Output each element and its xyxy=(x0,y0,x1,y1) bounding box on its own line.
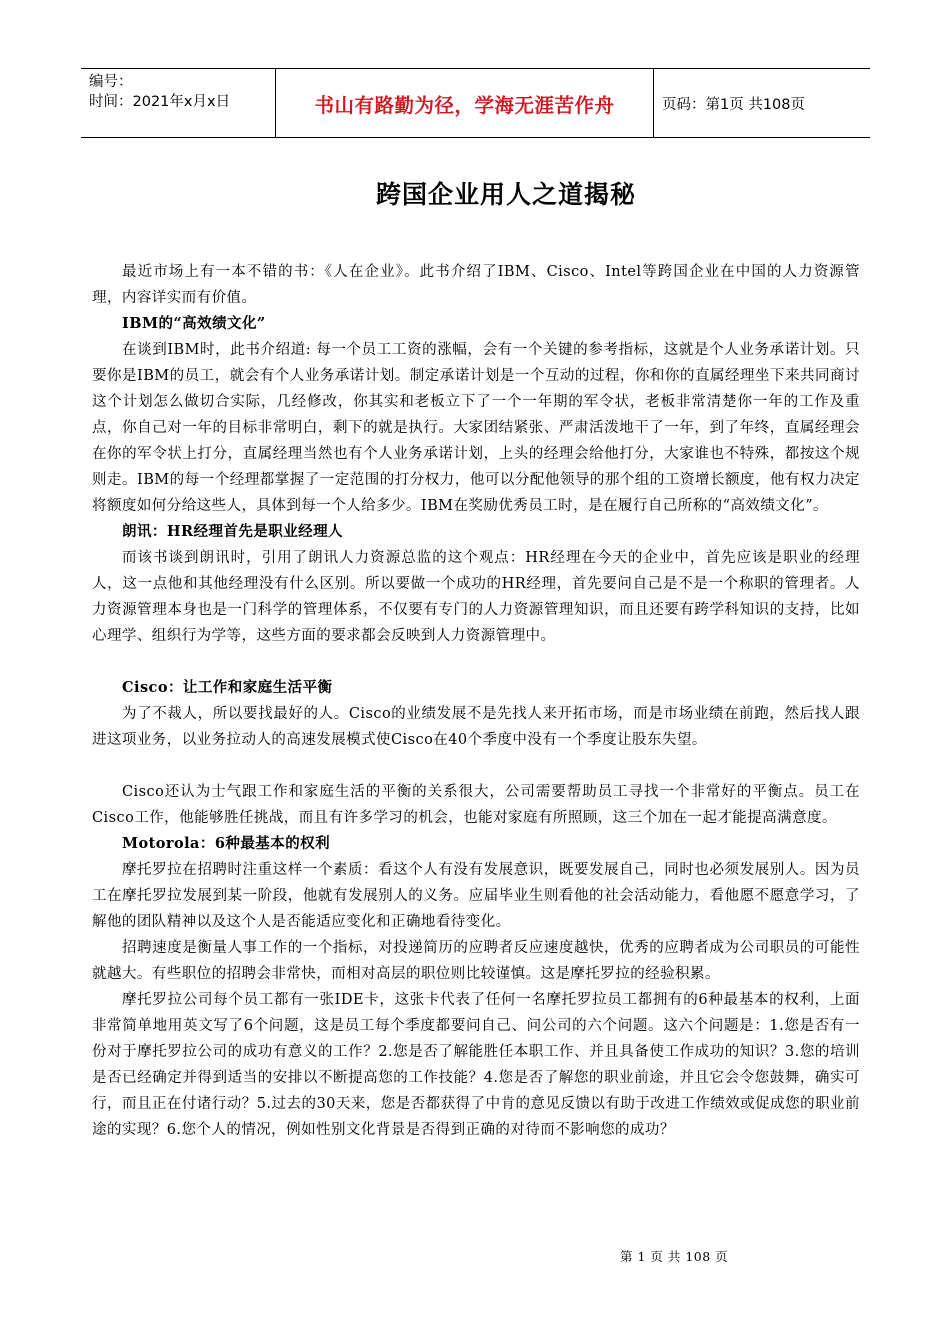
paragraph: Cisco还认为士气跟工作和家庭生活的平衡的关系很大，公司需要帮助员工寻找一个非常好的平衡点。员工在Cisco工作，他能够胜任挑战，而且有许多学习的机会，也能对家庭有所照顾，这三个加在一起才能提高满意度。 xyxy=(92,784,860,826)
paragraph: 而该书谈到朗讯时，引用了朗讯人力资源总监的这个观点：HR经理在今天的企业中，首先应该是职业的经理人，这一点他和其他经理没有什么区别。所以要做一个成功的HR经理，首先要问自己是不是一个称职的管理者。人力资源管理本身也是一门科学的管理体系，不仅要有专门的人力资源管理知识，而且还要有跨学科知识的支持，比如心理学、组织行为学等，这些方面的要求都会反映到人力资源管理中。 xyxy=(92,550,860,644)
document-number-label: 编号： xyxy=(89,74,133,90)
paragraph: 招聘速度是衡量人事工作的一个指标，对投递简历的应聘者反应速度越快，优秀的应聘者成为公司职员的可能性就越大。有些职位的招聘会非常快，而相对高层的职位则比较谨慎。这是摩托罗拉的经验积累。 xyxy=(92,940,860,982)
page-header xyxy=(81,68,870,138)
section-heading-lucent: 朗讯：HR经理首先是职业经理人 xyxy=(122,523,343,540)
header-page-info-cell xyxy=(654,69,870,137)
blank-line xyxy=(92,649,860,675)
paragraph: 在谈到IBM时，此书介绍道: 每一个员工工资的涨幅，会有一个关键的参考指标，这就是个人业务承诺计划。只要你是IBM的员工，就会有个人业务承诺计划。制定承诺计划是一个互动的过程，你和你的直属经理坐下来共同商讨这个计划怎么做切合实际，几经修改，你其实和老板立下了一个一年期的军令状，老板非常清楚你一年的工作及重点，你自己对一年的目标非常明白，剩下的就是执行。大家团结紧张、严肃活泼地干了一年，到了年终，直属经理会在你的军令状上打分，直属经理当然也有个人业务承诺计划，上头的经理会给他打分，大家谁也不特殊，都按这个规则走。IBM的每一个经理都掌握了一定范围的打分权力，他可以分配他领导的那个组的工资增长额度，他有权力决定将额度如何分给这些人，具体到每一个人给多少。IBM在奖励优秀员工时，是在履行自己所称的“高效绩文化”。 xyxy=(92,342,860,514)
header-motto-cell xyxy=(276,69,654,137)
section-heading-motorola: Motorola：6种最基本的权利 xyxy=(122,835,331,852)
section-heading-ibm: IBM的“高效绩文化” xyxy=(122,315,266,332)
paragraph: 为了不裁人，所以要找最好的人。Cisco的业绩发展不是先找人来开拓市场，而是市场业绩在前跑，然后找人跟进这项业务，以业务拉动人的高速发展模式使Cisco在40个季度中没有一个季度让股东失望。 xyxy=(92,706,860,748)
paragraph: 摩托罗拉在招聘时注重这样一个素质：看这个人有没有发展意识，既要发展自己，同时也必须发展别人。因为员工在摩托罗拉发展到某一阶段，他就有发展别人的义务。应届毕业生则看他的社会活动能力，看他愿不愿意学习，了解他的团队精神以及这个人是否能适应变化和正确地看待变化。 xyxy=(92,862,860,930)
page-footer: 第 1 页 共 108 页 xyxy=(620,1249,729,1264)
document-date: 时间：2021年x月x日 xyxy=(89,94,231,110)
blank-line xyxy=(92,753,860,779)
page-info: 页码：第1页 共108页 xyxy=(662,96,806,113)
document-title: 跨国企业用人之道揭秘 xyxy=(375,180,636,209)
section-heading-cisco: Cisco：让工作和家庭生活平衡 xyxy=(122,679,333,696)
header-motto: 书山有路勤为径，学海无涯苦作舟 xyxy=(314,94,615,117)
header-meta xyxy=(81,69,276,137)
paragraph: 摩托罗拉公司每个员工都有一张IDE卡，这张卡代表了任何一名摩托罗拉员工都拥有的6种最基本的权利，上面非常简单地用英文写了6个问题，这是员工每个季度都要问自己、问公司的六个问题。这六个问题是：1.您是否有一份对于摩托罗拉公司的成功有意义的工作？2.您是否了解能胜任本职工作、并且具备使工作成功的知识？3.您的培训是否已经确定并得到适当的安排以不断提高您的工作技能？4.您是否了解您的职业前途，并且它会令您鼓舞，确实可行，而且正在付诸行动？5.过去的30天来，您是否都获得了中肯的意见反馈以有助于改进工作绩效或促成您的职业前途的实现？6.您个人的情况，例如性别文化背景是否得到正确的对待而不影响您的成功？ xyxy=(92,992,860,1138)
intro-paragraph: 最近市场上有一本不错的书：《人在企业》。此书介绍了IBM、Cisco、Intel等跨国企业在中国的人力资源管理，内容详实而有价值。 xyxy=(92,264,860,306)
document-body xyxy=(92,259,860,1143)
